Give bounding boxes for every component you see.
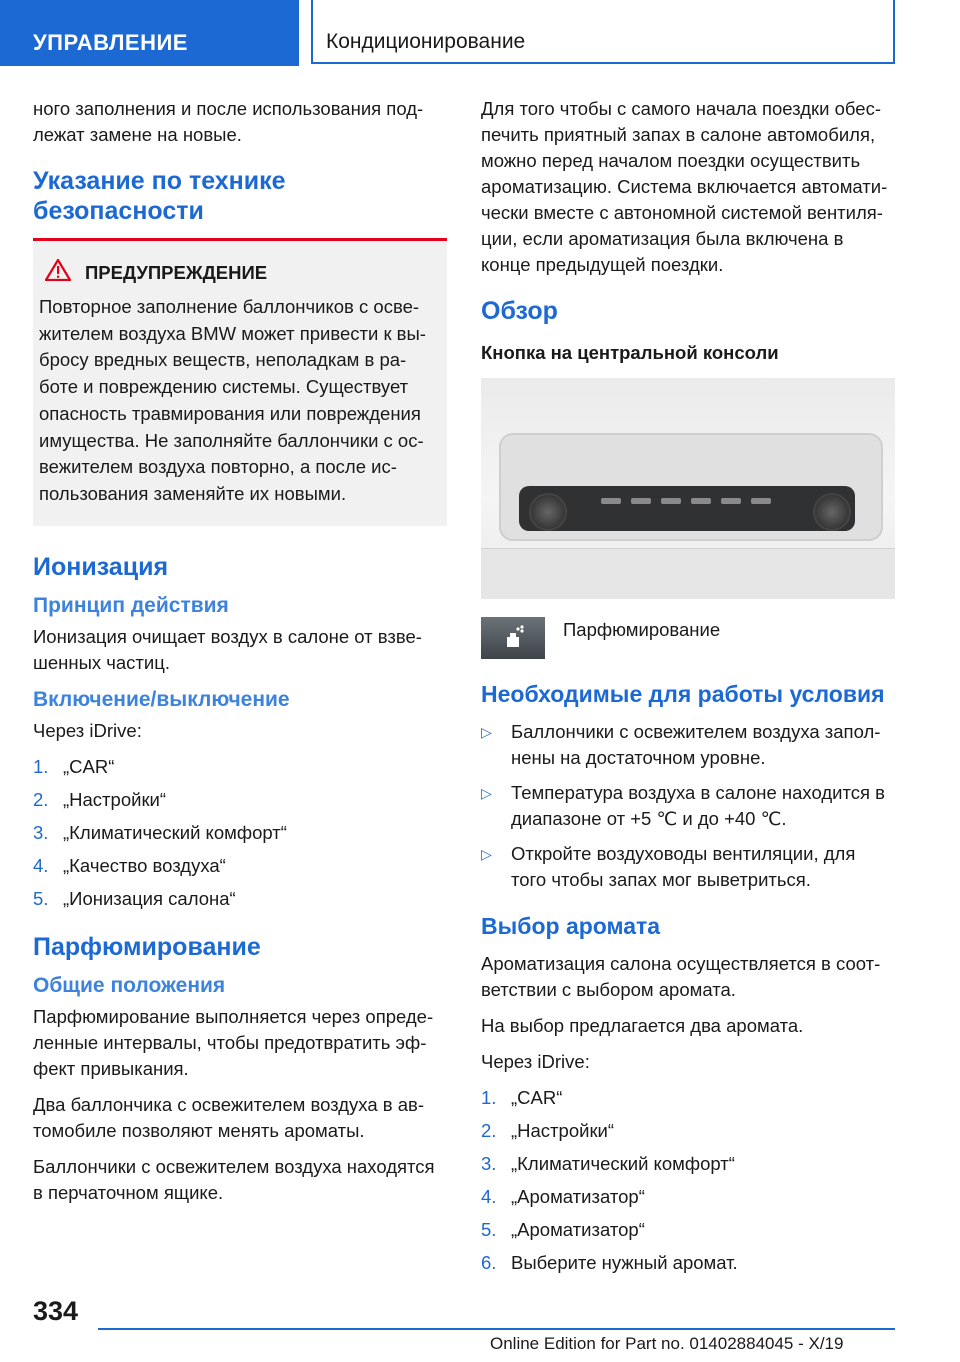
step-text: „Настройки“ <box>63 788 167 810</box>
list-item <box>481 841 895 893</box>
step-text: „Климатический комфорт“ <box>511 1153 735 1174</box>
list-item <box>481 719 895 771</box>
step-number: 1. <box>481 1087 497 1108</box>
list-item <box>481 1085 895 1111</box>
step-number: 2. <box>33 788 49 810</box>
step-text: Выберите нужный аромат. <box>511 1252 738 1273</box>
step-number: 4. <box>481 1186 497 1207</box>
onoff-heading: Включение/выключение <box>33 687 290 711</box>
condition-text: Откройте воздуховоды вентиляции, для того чтобы запах мог выветриться. <box>511 843 856 890</box>
list-item <box>481 1151 895 1177</box>
principle-heading: Принцип действия <box>33 593 229 617</box>
warning-text: Повторное заполнение баллончиков с осве-жителем воздуха BMW может привести к вы-бросу вредных веществ, неполадкам в ра-боте и повреждению системы. Существует опасность травмирования или повреждения имущества. Не заполняйте баллончики с ос-вежителем воздуха повторно, а после ис-пользования заменяйте их новыми. <box>39 296 426 504</box>
list-item <box>33 754 447 780</box>
list-item <box>481 1250 895 1276</box>
perfume-paragraph-2: Два баллончика с освежителем воздуха в ав-томобиле позволяют менять ароматы. <box>33 1093 425 1141</box>
list-item <box>481 1118 895 1144</box>
console-base <box>481 548 895 599</box>
scent-paragraph-1: Ароматизация салона осуществляется в соот-ветствии с выбором аромата. <box>481 953 881 1000</box>
step-number: 4. <box>33 854 49 876</box>
step-number: 5. <box>481 1219 497 1240</box>
step-text: „Ароматизатор“ <box>511 1186 645 1207</box>
step-number: 2. <box>481 1120 497 1141</box>
conditions-heading: Необходимые для работы условия <box>481 681 885 707</box>
temperature-knob-right <box>813 493 851 531</box>
bullet-triangle-icon: ▷ <box>481 724 492 740</box>
perfume-button-row <box>481 617 895 659</box>
edition-text: Online Edition for Part no. 01402884045 - X/19 <box>490 1334 844 1353</box>
step-number: 3. <box>33 821 49 843</box>
step-text: „Ионизация салона“ <box>63 887 236 909</box>
ionization-heading: Ионизация <box>33 552 169 581</box>
warning-title-row <box>45 259 437 286</box>
principle-text: Ионизация очищает воздух в салоне от взве-шенных частиц. <box>33 625 422 673</box>
console-button <box>751 498 771 504</box>
temperature-knob-left <box>529 493 567 531</box>
page-number: 334 <box>33 1296 79 1326</box>
step-text: „Качество воздуха“ <box>63 854 226 876</box>
console-caption: Кнопка на центральной консоли <box>481 342 779 363</box>
center-console-image <box>481 378 895 599</box>
list-item <box>481 780 895 832</box>
step-text: „Ароматизатор“ <box>511 1219 645 1240</box>
console-button <box>661 498 681 504</box>
console-button <box>721 498 741 504</box>
condition-text: Температура воздуха в салоне находится в диапазоне от +5 ℃ и до +40 ℃. <box>511 782 885 829</box>
general-heading: Общие положения <box>33 973 226 997</box>
console-button <box>631 498 651 504</box>
bullet-triangle-icon: ▷ <box>481 846 492 862</box>
list-item <box>33 820 447 846</box>
step-number: 1. <box>33 755 49 777</box>
left-column <box>33 96 447 1216</box>
scent-heading: Выбор аромата <box>481 913 661 939</box>
conditions-list <box>481 719 895 893</box>
right-column <box>481 96 895 1283</box>
overview-heading: Обзор <box>481 297 558 325</box>
intro-paragraph: ного заполнения и после использования под-лежат замене на новые. <box>33 98 424 145</box>
step-text: „CAR“ <box>63 755 115 777</box>
step-number: 6. <box>481 1252 497 1273</box>
step-number: 5. <box>33 887 49 909</box>
scent-steps <box>481 1085 895 1276</box>
via-idrive-text: Через iDrive: <box>481 1051 590 1072</box>
chapter-title: Кондиционирование <box>326 30 526 53</box>
list-item <box>481 1184 895 1210</box>
scent-paragraph-2: На выбор предлагается два аромата. <box>481 1015 804 1036</box>
right-intro-paragraph: Для того чтобы с самого начала поездки обес-печить приятный запах в салоне автомобиля, можно перед началом поездки осуществить ароматизацию. Система включается автомати-чески вместе с автономной системой вентиля-ции, если ароматизация была включена в конце предыдущей поездки. <box>481 98 888 275</box>
list-item <box>33 886 447 912</box>
perfume-paragraph-3: Баллончики с освежителем воздуха находятся в перчаточном ящике. <box>33 1155 435 1203</box>
warning-title: ПРЕДУПРЕЖДЕНИЕ <box>85 261 268 283</box>
step-text: „Климатический комфорт“ <box>63 821 287 843</box>
bullet-triangle-icon: ▷ <box>481 785 492 801</box>
chapter-tab <box>311 0 895 64</box>
climate-control-bar <box>519 486 855 531</box>
perfume-button-icon <box>481 617 545 659</box>
list-item <box>33 787 447 813</box>
warning-triangle-icon <box>45 259 71 286</box>
via-idrive-text: Через iDrive: <box>33 719 142 741</box>
step-text: „Настройки“ <box>511 1120 615 1141</box>
section-title: УПРАВЛЕНИЕ <box>33 30 188 55</box>
step-text: „CAR“ <box>511 1087 563 1108</box>
console-button <box>601 498 621 504</box>
condition-text: Баллончики с освежителем воздуха запол-нены на достаточном уровне. <box>511 721 881 768</box>
section-tab <box>0 0 299 66</box>
ionization-steps <box>33 754 447 912</box>
warning-box <box>33 238 447 526</box>
perfume-button-label: Парфюмирование <box>563 619 721 640</box>
perfume-heading: Парфюмирование <box>33 932 261 961</box>
perfume-paragraph-1: Парфюмирование выполняется через опреде-ленные интервалы, чтобы предотвратить эф-фект привыкания. <box>33 1005 434 1079</box>
footer-divider <box>98 1328 895 1330</box>
console-button <box>691 498 711 504</box>
list-item <box>481 1217 895 1243</box>
safety-heading: Указание по технике безопасности <box>33 167 286 225</box>
step-number: 3. <box>481 1153 497 1174</box>
list-item <box>33 853 447 879</box>
